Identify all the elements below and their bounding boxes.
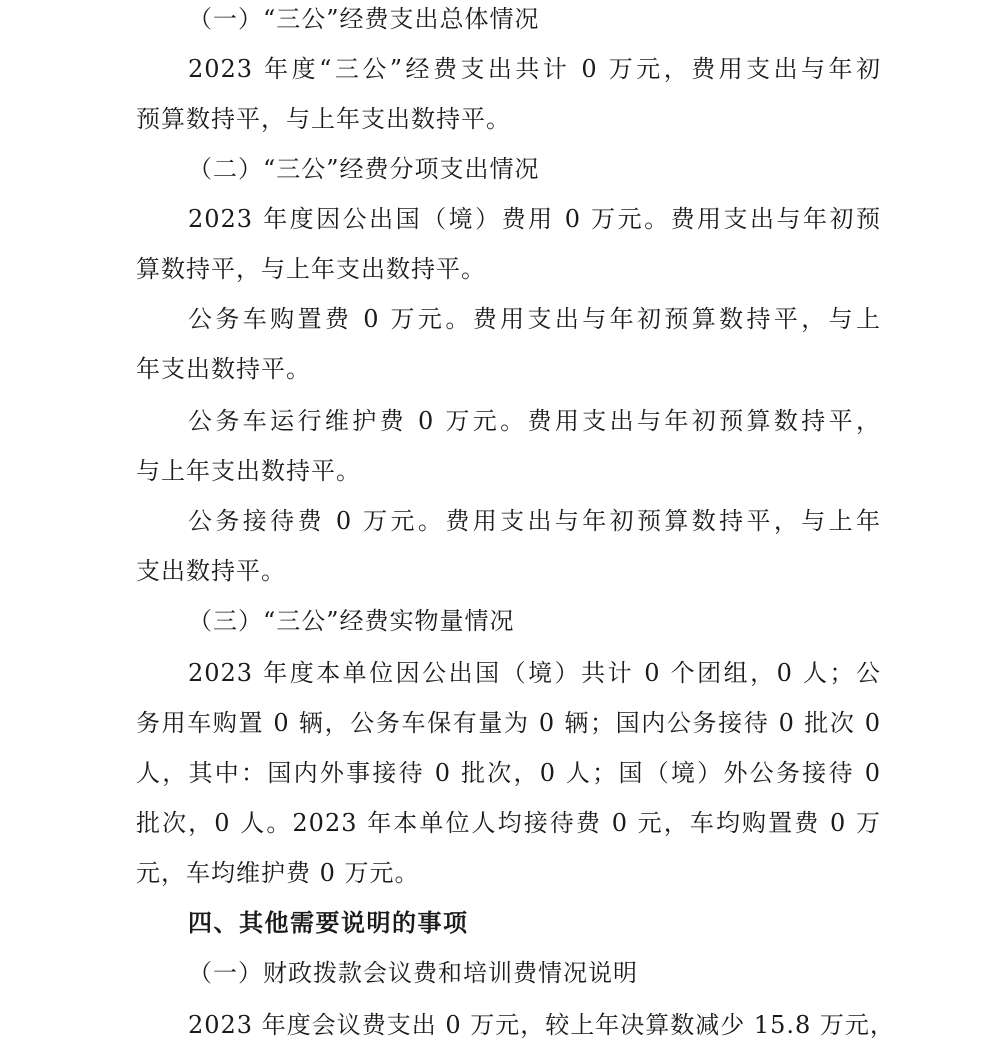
paragraph-line: 批次，0 人。2023 年本单位人均接待费 0 元，车均购置费 0 万 bbox=[136, 809, 881, 837]
heading-three-public-physical: （三）“三公”经费实物量情况 bbox=[188, 607, 515, 635]
paragraph-line: 元，车均维护费 0 万元。 bbox=[136, 859, 420, 887]
paragraph-line: 人，其中：国内外事接待 0 批次，0 人；国（境）外公务接待 0 bbox=[136, 759, 881, 787]
paragraph-line: 公务车运行维护费 0 万元。费用支出与年初预算数持平， bbox=[188, 407, 881, 435]
paragraph-line: 支出数持平。 bbox=[136, 557, 286, 585]
heading-three-public-overall: （一）“三公”经费支出总体情况 bbox=[188, 5, 540, 33]
paragraph-line: 2023 年度本单位因公出国（境）共计 0 个团组，0 人；公 bbox=[188, 659, 881, 687]
heading-meeting-training-fees: （一）财政拨款会议费和培训费情况说明 bbox=[188, 959, 638, 987]
paragraph-line: 预算数持平，与上年支出数持平。 bbox=[136, 105, 511, 133]
heading-three-public-itemized: （二）“三公”经费分项支出情况 bbox=[188, 155, 540, 183]
paragraph-line: 与上年支出数持平。 bbox=[136, 457, 361, 485]
paragraph-line: 2023 年度因公出国（境）费用 0 万元。费用支出与年初预 bbox=[188, 205, 881, 233]
paragraph-line: 2023 年度“三公”经费支出共计 0 万元，费用支出与年初 bbox=[188, 55, 881, 83]
paragraph-line: 2023 年度会议费支出 0 万元，较上年决算数减少 15.8 万元， bbox=[188, 1011, 895, 1039]
paragraph-line: 算数持平，与上年支出数持平。 bbox=[136, 255, 486, 283]
paragraph-line: 务用车购置 0 辆，公务车保有量为 0 辆；国内公务接待 0 批次 0 bbox=[136, 709, 881, 737]
paragraph-line: 公务接待费 0 万元。费用支出与年初预算数持平，与上年 bbox=[188, 507, 881, 535]
paragraph-line: 年支出数持平。 bbox=[136, 355, 311, 383]
paragraph-line: 公务车购置费 0 万元。费用支出与年初预算数持平，与上 bbox=[188, 305, 881, 333]
section-heading-other-matters: 四、其他需要说明的事项 bbox=[188, 909, 469, 937]
